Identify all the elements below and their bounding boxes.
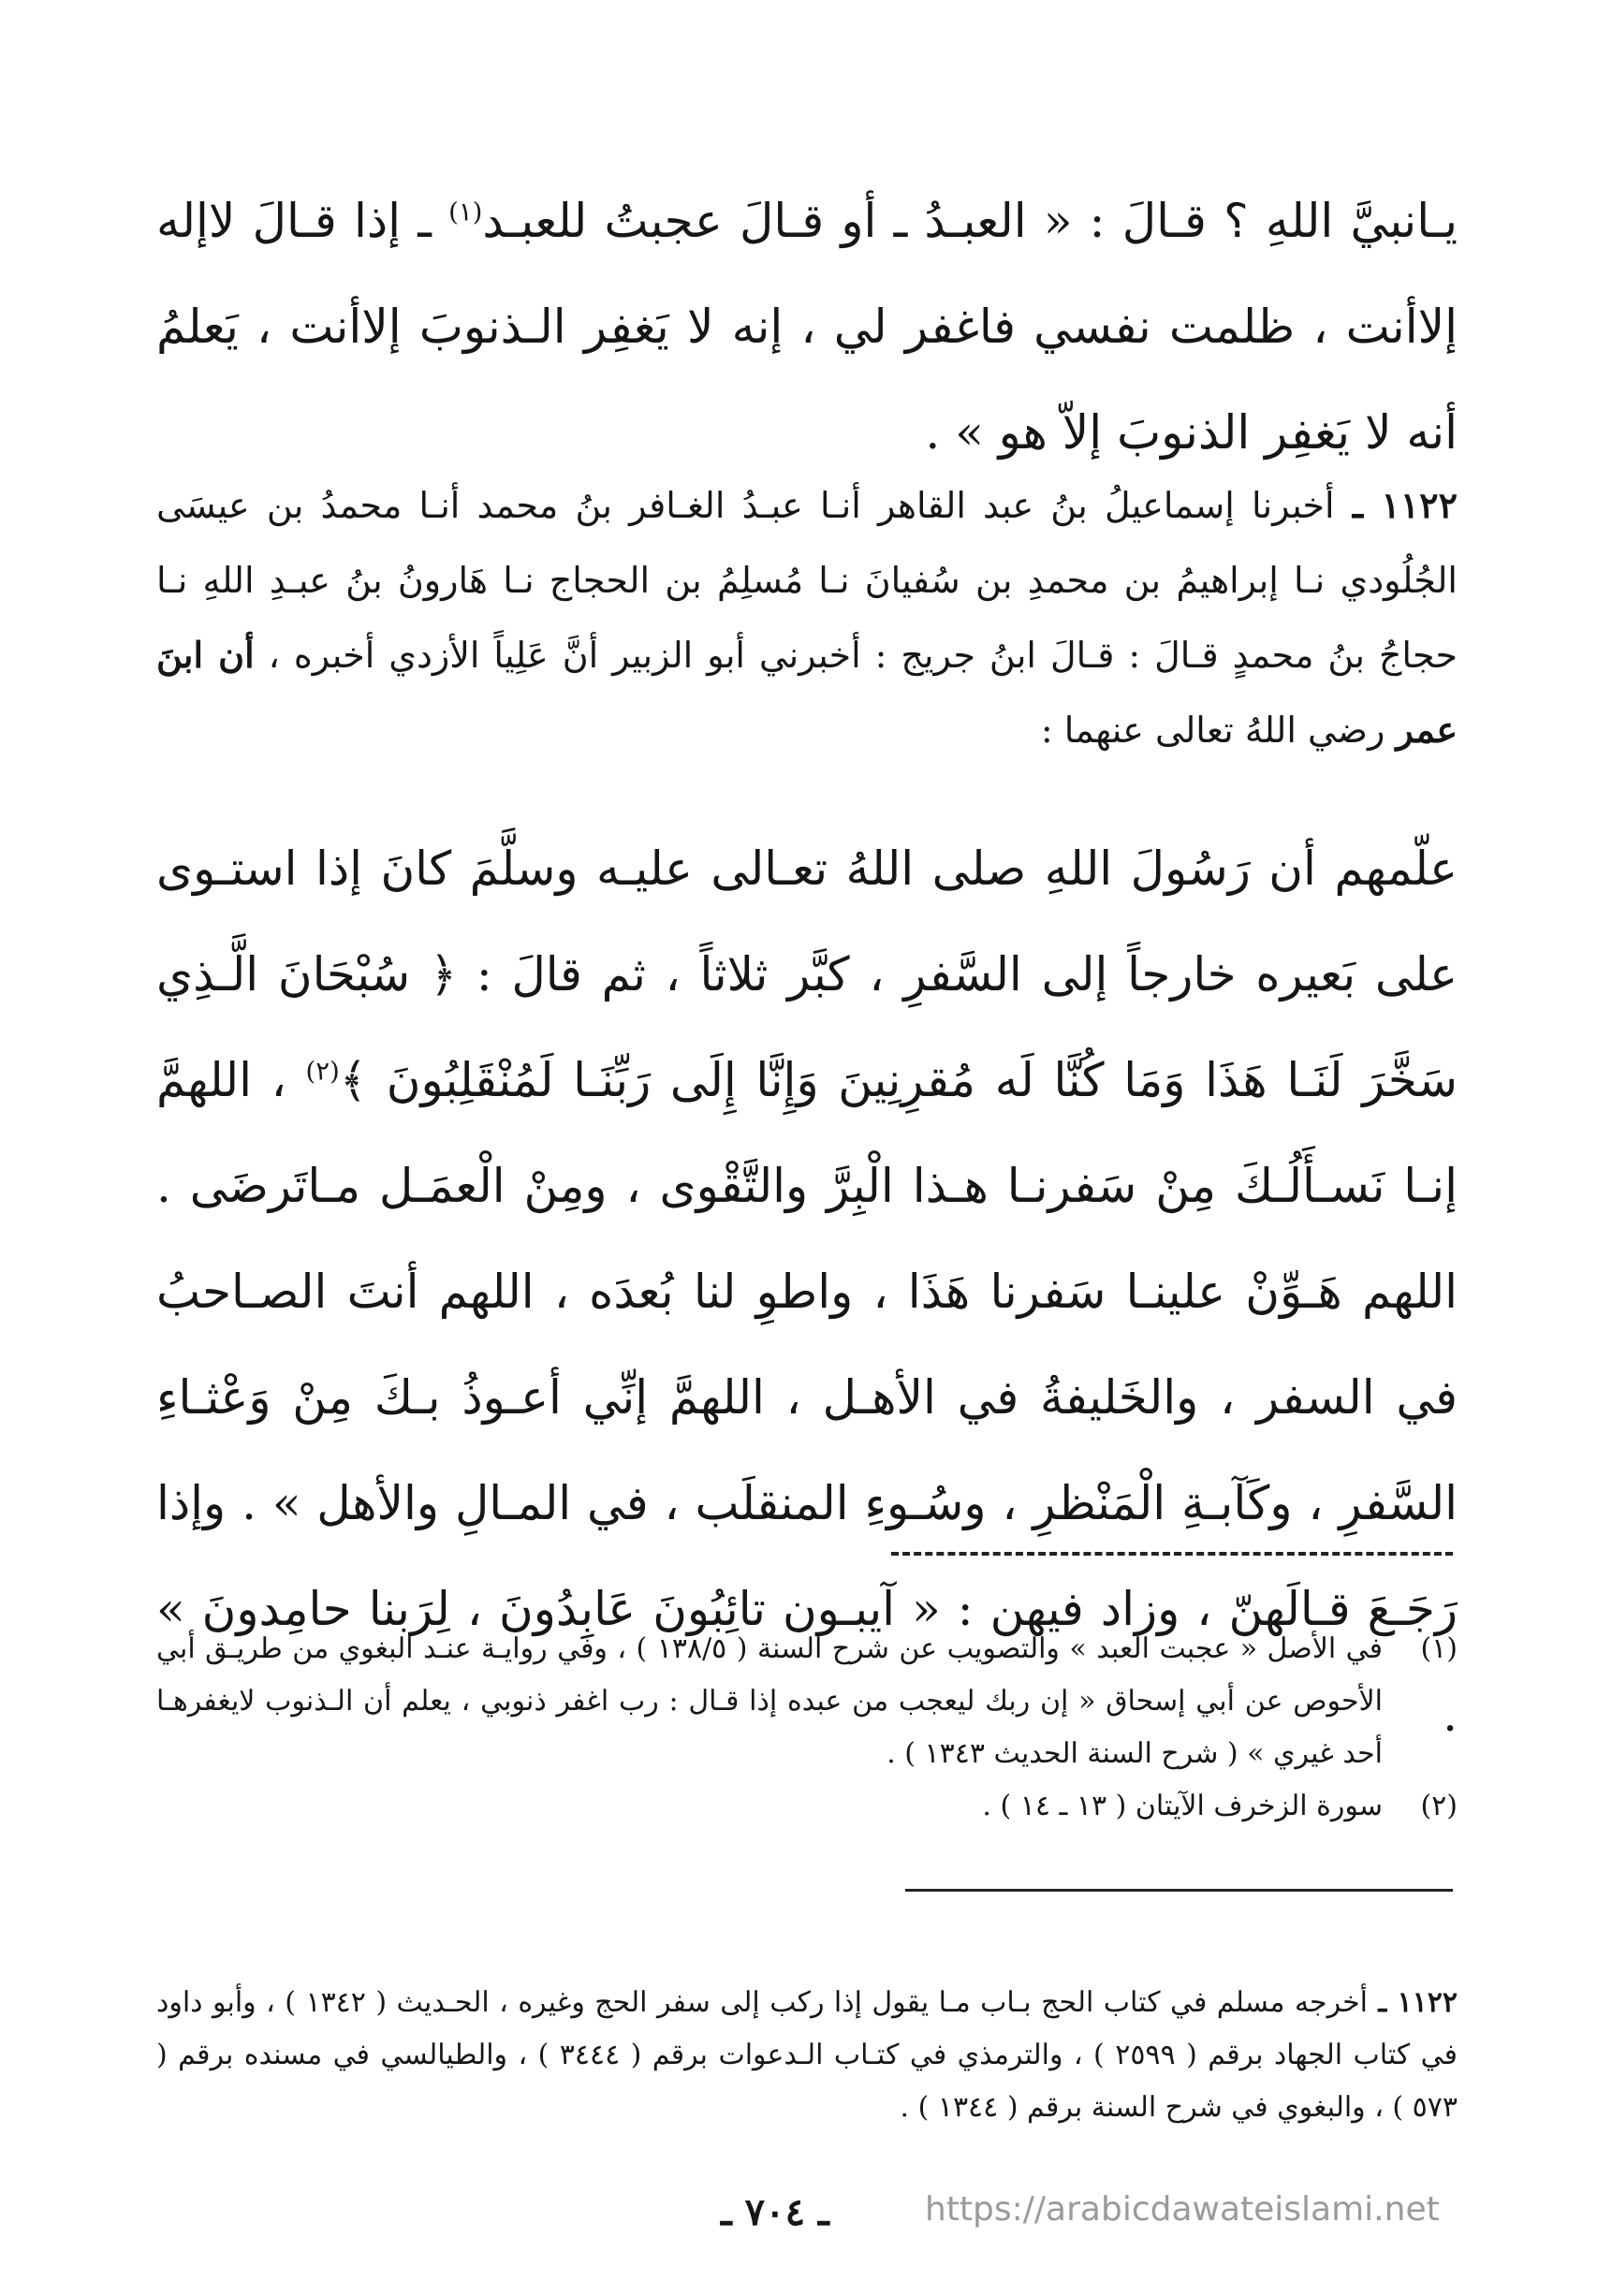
takhrij-number: ١١٢٢ — [1397, 1986, 1458, 2019]
footnote-text: في الأصل « عجبت العبد » والتصويب عن شرح السنة ( ١٣٨/٥ ) ، وفي روايـة عنـد البغوي من طريـق أبي الأحوص عن أبي إسحاق « إن ربك ليعجب من عبده إذا قـال : رب اغفر ذنوبي ، يعلم أن الـذنوب لايغفرهـا أحد غيري » ( شرح السنة الحديث ١٣٤٣ ) . — [156, 1632, 1384, 1770]
page-number: ـ ٧٠٤ ـ — [721, 2190, 829, 2234]
watermark-url: https://arabicdawateislami.net — [925, 2190, 1440, 2229]
footnote-item — [156, 1780, 1458, 1833]
hadith-text-part-b: ، اللهمَّ إنـا نَسـأَلُـكَ مِنْ سَفرنـا هـذا الْبِرَّ والتَّقْوى ، ومِنْ الْعمَـل مـاتَرضَى . اللهم هَـوِّنْ علينـا سَفرنا هَذَا ، واطوِ لنا بُعدَه ، اللهم أنتَ الصـاحبُ في السفر ، والخَليفةُ في الأهـل ، اللهمَّ إنِّي أعـوذُ بـكَ مِنْ وَعْثـاءِ السَّفرِ ، وكَآبـةِ الْمَنْظرِ ، وسُـوءِ المنقلَب ، في المـالِ والأهل » . وإذا رَجَـعَ قـالَهنّ ، وزاد فيهن : « آيبـون تائِبُونَ عَابِدُونَ ، لِرَبنا حامِدونَ » . — [156, 1053, 1458, 1742]
hadith-number: ١١٢٢ — [1381, 484, 1458, 526]
footnote-mark: (٢) — [1420, 1790, 1458, 1822]
takhrij-paragraph — [156, 1977, 1458, 2134]
footnote-item — [156, 1623, 1458, 1780]
footnote-ref-1[interactable]: (١) — [448, 197, 483, 227]
footnote-text: سورة الزخرف الآيتان ( ١٣ ـ ١٤ ) . — [982, 1790, 1383, 1822]
hadith-number-dash: ـ — [1334, 484, 1382, 526]
hadith-text-part-a: علّمهم أن رَسُولَ اللهِ صلى اللهُ تعـالى عليـه وسلَّمَ كانَ إذا استـوى على بَعيره خارجاً إلى السَّفرِ ، كبَّر ثلاثاً ، ثم قالَ : ﴿ سُبْحَانَ الَّـذِي سَخَّرَ لَنَـا هَذَا وَمَا كُنَّا لَه مُقرِنِينَ وَإِنَّا إِلَى رَبِّنَـا لَمُنْقَلِبُونَ ﴾ — [156, 841, 1458, 1107]
para1-text-before-note: يـانبيَّ اللهِ ؟ قـالَ : « العبـدُ ـ أو قـالَ عجبتُ للعبـد — [482, 194, 1458, 248]
dashed-separator — [891, 1552, 1453, 1556]
isnad-text: أخبرنا إسماعيلُ بنُ عبد القاهر أنـا عبـدُ الغـافر بنُ محمد أنـا محمدُ بن عيسَى الجُلُودي نـا إبراهيمُ بن محمدِ بن سُفيانَ نـا مُسلِمُ بن الحجاج نـا هَارونُ بنُ عبـدِ اللهِ نـا حجاجُ بنُ محمدٍ قـالَ : قـالَ ابنُ جريج : أخبرني أبو الزبير أنَّ عَلِياً الأزدي أخبره ، — [156, 485, 1458, 676]
footnotes-section — [156, 1623, 1458, 1833]
isnad-text-end: رضي اللهُ تعالى عنهما : — [1040, 709, 1397, 751]
narrator-name-bold: أن ابنَ عمر — [156, 634, 1458, 751]
footnote-ref-2[interactable]: (٢) — [305, 1056, 340, 1087]
takhrij-number-dash: ـ — [1368, 1986, 1398, 2019]
solid-separator — [905, 1889, 1453, 1892]
isnad-paragraph — [156, 468, 1458, 768]
para1-text-after-note: ـ إذا قـالَ لاإله إلاأنت ، ظلمت نفسي فاغفر لي ، إنه لا يَغفِر الـذنوبَ إلاأنت ، يَعلمُ أنه لا يَغفِر الذنوبَ إلاّ هو » . — [156, 194, 1458, 460]
takhrij-text: أخرجه مسلم في كتاب الحج بـاب مـا يقول إذا ركب إلى سفر الحج وغيره ، الحـديث ( ١٣٤٢ ) ، وأبو داود في كتاب الجهاد برقم ( ٢٥٩٩ ) ، والترمذي في كتـاب الـدعوات برقم ( ٣٤٤٤ ) ، والطيالسي في مسنده برقم ( ٥٧٣ ) ، والبغوي في شرح السنة برقم ( ١٣٤٤ ) . — [156, 1986, 1458, 2124]
hadith-continuation-paragraph — [156, 168, 1458, 486]
footnote-mark: (١) — [1420, 1632, 1458, 1665]
